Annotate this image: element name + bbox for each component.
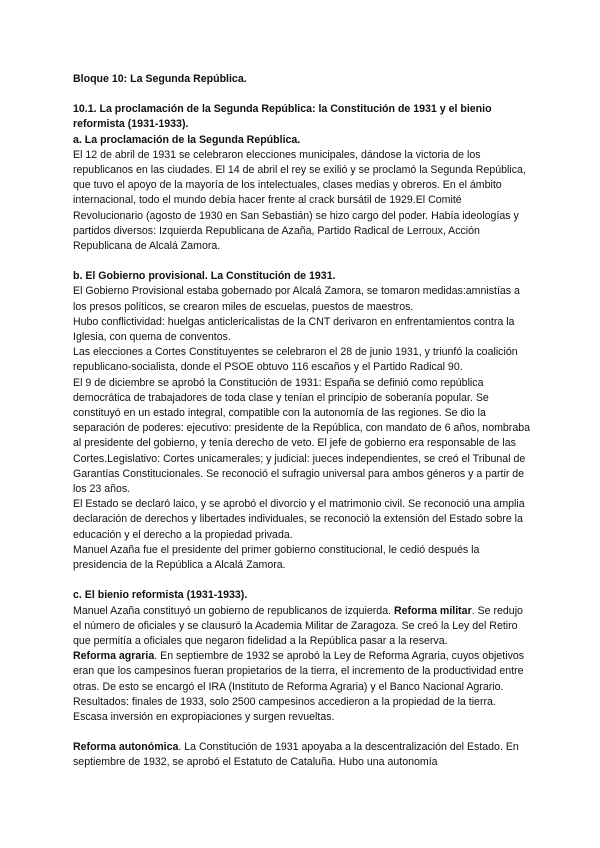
agrarian-reform-label: Reforma agraria — [73, 650, 155, 663]
military-reform-label: Reforma militar — [393, 604, 472, 617]
autonomy-reform-label: Reforma autonómica — [73, 741, 179, 754]
subsection-b-title: b. El Gobierno provisional. La Constitución de 1931. — [73, 270, 336, 283]
section-a — [73, 133, 530, 255]
subsection-c-paragraph-military — [73, 604, 530, 650]
autonomy-reform-text: . La Constitución de 1931 apoyaba a la descentralización del Estado. En septiembre de 1932, se aprobó el Estatuto de Cataluña. Hubo una autonomía — [73, 741, 519, 769]
subsection-c-paragraph-agrarian — [73, 649, 530, 725]
subsection-b-paragraph: El Estado se declaró laico, y se aprobó el divorcio y el matrimonio civil. Se reconoció una amplia declaración de derechos y libertades individuales, se reconoció la extensión del Estado sobre la educación y el derecho a la propiedad privada. — [73, 498, 525, 541]
section-title: 10.1. La proclamación de la Segunda República: la Constitución de 1931 y el bienio reformista (1931-1933). — [73, 103, 492, 131]
subsection-b-paragraph: Las elecciones a Cortes Constituyentes se celebraron el 28 de junio 1931, y triunfó la coalición republicano-socialista, donde el PSOE obtuvo 116 escaños y el Partido Radical 90. — [73, 346, 518, 374]
subsection-b-paragraph: El Gobierno Provisional estaba gobernado por Alcalá Zamora, se tomaron medidas:amnistías a los presos políticos, se crearon miles de escuelas, puestos de maestros. — [73, 285, 520, 313]
military-intro-text: Manuel Azaña constituyó un gobierno de republicanos de izquierda. — [73, 604, 394, 617]
subsection-c-title: c. El bienio reformista (1931-1933). — [73, 589, 248, 602]
subsection-c-paragraph-autonomy — [73, 740, 530, 770]
subsection-a-body: El 12 de abril de 1931 se celebraron elecciones municipales, dándose la victoria de los republicanos en las ciudades. El 14 de abril el rey se exilió y se proclamó la Segunda República, que tuvo el apoyo de la mayoría de los intelectuales, clases medias y obreros. En el ámbito internacional, todo el mundo debía hacer frente al crack bursátil de 1929.El Comité Revolucionario (agosto de 1930 en San Sebastián) se hizo cargo del poder. Había ideologías y partidos diversos: Izquierda Republicana de Azaña, Partido Radical de Lerroux, Acción Republicana de Alcalá Zamora. — [73, 148, 526, 253]
subsection-b-paragraph: Manuel Azaña fue el presidente del primer gobierno constitucional, le cedió después la presidencia de la República a Alcalá Zamora. — [73, 543, 480, 572]
agrarian-reform-text: . En septiembre de 1932 se aprobó la Ley de Reforma Agraria, cuyos objetivos eran que los campesinos fueran propietarios de la tierra, el incremento de la productividad entre otras. De esto se encargó el IRA (Instituto de Reforma Agraria) y el Banco Nacional Agrario. Resultados: finales de 1933, solo 2500 campesinos accedieron a la propiedad de la tierra. Escasa inversión en expropiaciones y surgen revueltas. — [73, 650, 525, 723]
military-reform-text: . Se redujo el número de oficiales y se clausuró la Academia Militar de Zaragoza. Se creó la Ley del Retiro que permitía a oficiales que negaron fidelidad a la República pasar a la reserva. — [73, 604, 523, 647]
subsection-b-paragraph: El 9 de diciembre se aprobó la Constitución de 1931: España se definió como república democrática de trabajadores de toda clase y tenían el principio de soberanía popular. Se constituyó en un estado integral, compatible con la autonomía de las regiones. Se dio la separación de poderes: ejecutivo: presidente de la República, con mandato de 6 años, nombraba al presidente del gobierno, y tenía derecho de veto. El jefe de gobierno era responsable de las Cortes.Legislativo: Cortes unicamerales; y judicial: jueces independientes, se creó el Tribunal de Garantías Constitucionales. Se reconoció el sufragio universal para ambos géneros y a partir de los 23 años. — [73, 376, 531, 496]
section-c — [73, 588, 530, 725]
section-b — [73, 269, 530, 573]
subsection-b-paragraph: Hubo conflictividad: huelgas anticlericalistas de la CNT derivaron en enfrentamientos contra la Iglesia, con quema de conventos. — [73, 315, 515, 344]
subsection-a-title: a. La proclamación de la Segunda República. — [73, 133, 301, 146]
section-c-autonomy — [73, 740, 530, 770]
document-title: Bloque 10: La Segunda República. — [73, 73, 247, 85]
